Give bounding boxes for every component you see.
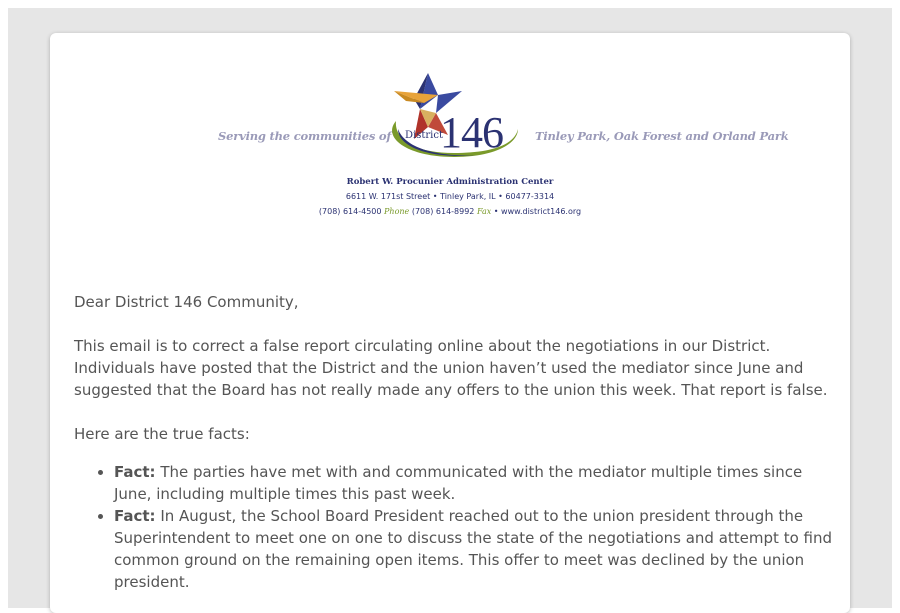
fax-label: Fax <box>476 207 492 216</box>
admin-center-name: Robert W. Procunier Administration Center <box>346 177 554 187</box>
tagline-left: Serving the communities of <box>218 129 392 143</box>
contact-line <box>50 207 850 216</box>
greeting: Dear District 146 Community, <box>74 293 299 311</box>
fact-label: Fact: <box>114 507 156 525</box>
fact-label: Fact: <box>114 463 156 481</box>
phone-label: Phone <box>384 207 410 216</box>
district-letterhead <box>50 33 850 233</box>
district-address: 6611 W. 171st Street • Tinley Park, IL • 60477-3314 <box>345 192 555 201</box>
fact-item <box>114 461 834 505</box>
website-link[interactable]: • www.district146.org <box>493 207 582 216</box>
facts-list <box>74 461 834 593</box>
email-body <box>74 291 834 593</box>
fact-text: The parties have met with and communicated with the mediator multiple times since June, including multiple times this past week. <box>114 463 803 503</box>
facts-intro: Here are the true facts: <box>74 425 250 443</box>
fax-number: (708) 614-8992 <box>411 207 475 216</box>
phone-number: (708) 614-4500 <box>318 207 382 216</box>
logo-district-word: District <box>405 130 443 141</box>
fact-item <box>114 505 834 593</box>
logo-district-number: 146 <box>440 108 503 157</box>
email-message-card <box>50 33 850 613</box>
correction-paragraph: This email is to correct a false report circulating online about the negotiations in our District. Individuals have posted that the District and the union haven’t used the mediator since June and suggested that the Board has not really made any offers to the union this week. That report is false. <box>74 337 828 399</box>
tagline-right: Tinley Park, Oak Forest and Orland Park <box>535 129 789 143</box>
fact-text: In August, the School Board President reached out to the union president through the Superintendent to meet one on one to discuss the state of the negotiations and attempt to find common ground on the remaining open items. This offer to meet was declined by the union president. <box>114 507 832 591</box>
